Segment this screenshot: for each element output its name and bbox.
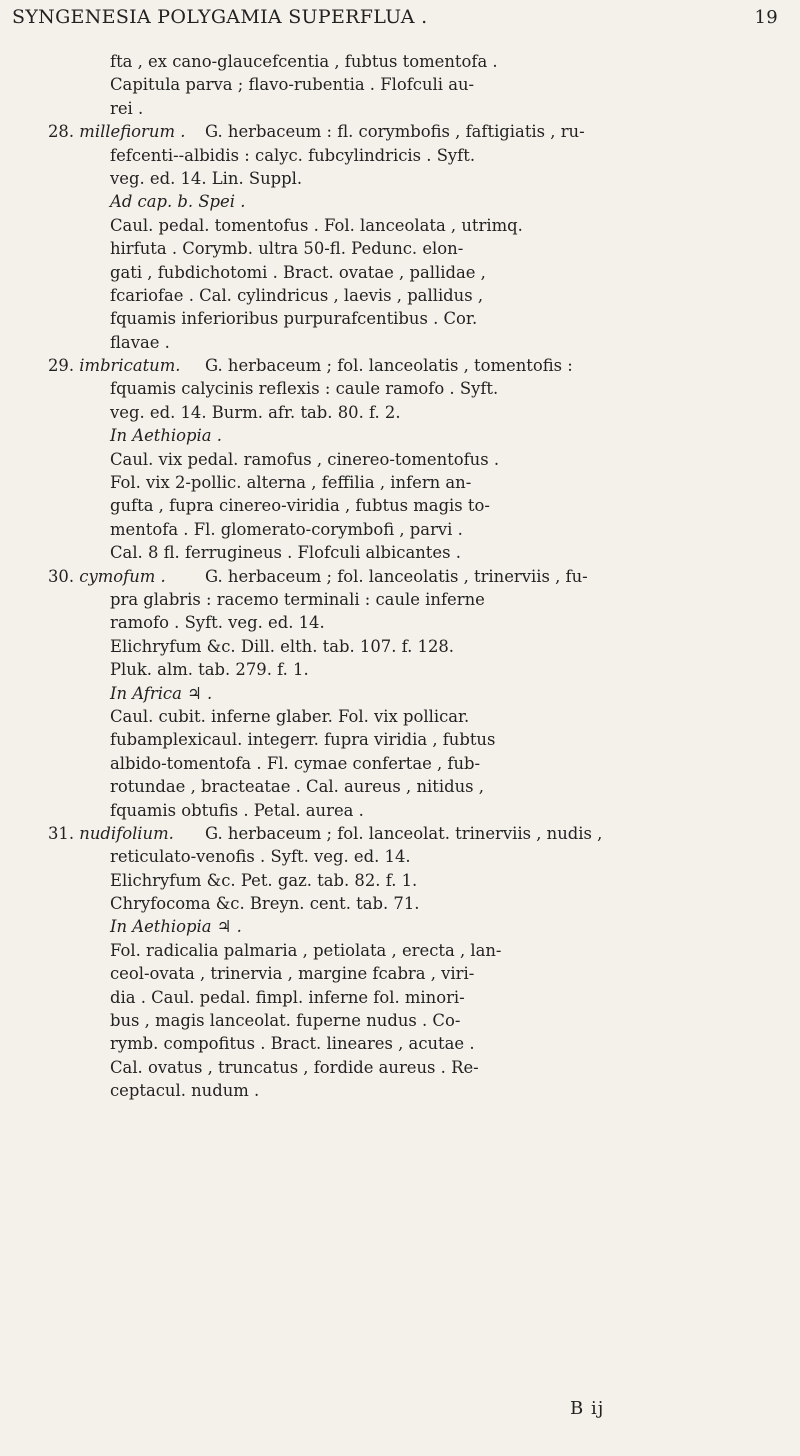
line-text: Capitula parva ; flavo-rubentia . Flofculi au-: [110, 75, 475, 95]
line-text: dia . Caul. pedal. fimpl. inferne fol. minori-: [110, 987, 465, 1007]
text-line: [0, 237, 800, 260]
line-text: G. herbaceum : fl. corymbofis , faftigiatis , ru-: [205, 122, 585, 142]
text-line: [0, 144, 800, 167]
line-text: ceol-ovata , trinervia , margine fcabra , viri-: [110, 964, 475, 984]
text-line: [0, 377, 800, 400]
line-text: Caul. cubit. inferne glaber. Fol. vix pollicar.: [110, 706, 470, 726]
text-line: [0, 1032, 800, 1055]
line-text: fquamis inferioribus purpurafcentibus . Cor.: [110, 309, 478, 329]
text-line: [0, 1079, 800, 1102]
line-text: gufta , fupra cinereo-viridia , fubtus magis to-: [110, 496, 490, 516]
line-text: Pluk. alm. tab. 279. f. 1.: [110, 660, 309, 680]
line-text: fquamis calycinis reflexis : caule ramofo . Syft.: [110, 379, 499, 399]
line-text: flavae .: [110, 332, 170, 352]
line-text: rei .: [110, 98, 144, 118]
line-text: Caul. vix pedal. ramofus , cinereo-tomentofus .: [110, 449, 500, 469]
text-line: [0, 518, 800, 541]
text-line: [0, 728, 800, 751]
text-line: [0, 73, 800, 96]
text-line: [0, 97, 800, 120]
line-text: bus , magis lanceolat. fuperne nudus . Co-: [110, 1011, 461, 1031]
line-text: fquamis obtufis . Petal. aurea .: [110, 800, 364, 820]
text-line: [0, 401, 800, 424]
text-line: [0, 658, 800, 681]
text-line: [0, 915, 800, 938]
line-text: Ad cap. b. Spei .: [110, 192, 246, 212]
entry-label: 31. nudifolium.: [48, 823, 174, 843]
text-line: [0, 869, 800, 892]
line-text: Fol. radicalia palmaria , petiolata , erecta , lan-: [110, 940, 502, 960]
line-text: Cal. 8 fl. ferrugineus . Flofculi albicantes .: [110, 543, 461, 563]
text-line: [0, 799, 800, 822]
text-line: [0, 752, 800, 775]
text-line: [0, 424, 800, 447]
line-text: In Aethiopia .: [110, 426, 222, 446]
text-line: [0, 541, 800, 564]
text-line: [0, 986, 800, 1009]
text-line: [0, 190, 800, 213]
line-text: fefcenti--albidis : calyc. fubcylindricis . Syft.: [110, 145, 476, 165]
line-text: Cal. ovatus , truncatus , fordide aureus . Re-: [110, 1057, 479, 1077]
text-line: [0, 705, 800, 728]
line-text: G. herbaceum ; fol. lanceolat. trinerviis , nudis ,: [205, 823, 603, 843]
text-line: [0, 588, 800, 611]
text-line: [0, 892, 800, 915]
line-text: Fol. vix 2-pollic. alterna , feffilia , infern an-: [110, 473, 472, 493]
line-text: albido-tomentofa . Fl. cymae confertae , fub-: [110, 753, 481, 773]
line-text: Caul. pedal. tomentofus . Fol. lanceolata , utrimq.: [110, 215, 523, 235]
line-text: rotundae , bracteatae . Cal. aureus , nitidus ,: [110, 777, 484, 797]
text-line: [0, 1009, 800, 1032]
text-line: [0, 565, 800, 588]
text-line: [0, 167, 800, 190]
text-line: [0, 471, 800, 494]
line-text: In Aethiopia ♃ .: [110, 917, 242, 937]
text-line: [0, 775, 800, 798]
text-line: [0, 611, 800, 634]
text-line: [0, 494, 800, 517]
text-line: [0, 635, 800, 658]
page-number: 19: [754, 7, 778, 28]
text-line: [0, 214, 800, 237]
entry-label: 30. cymofum .: [48, 566, 166, 586]
page-body: [0, 50, 800, 1103]
text-line: [0, 261, 800, 284]
text-line: [0, 120, 800, 143]
text-line: [0, 331, 800, 354]
line-text: fubamplexicaul. integerr. fupra viridia , fubtus: [110, 730, 496, 750]
line-text: veg. ed. 14. Lin. Suppl.: [110, 168, 303, 188]
line-text: gati , fubdichotomi . Bract. ovatae , pallidae ,: [110, 262, 486, 282]
running-header: [12, 6, 778, 36]
line-text: veg. ed. 14. Burm. afr. tab. 80. f. 2.: [110, 402, 401, 422]
line-text: fcariofae . Cal. cylindricus , laevis , pallidus ,: [110, 285, 484, 305]
line-text: ceptacul. nudum .: [110, 1081, 260, 1101]
line-text: mentofa . Fl. glomerato-corymbofi , parvi .: [110, 519, 463, 539]
line-text: G. herbaceum ; fol. lanceolatis , tomentofis :: [205, 356, 573, 376]
text-line: [0, 962, 800, 985]
text-line: [0, 307, 800, 330]
text-line: [0, 682, 800, 705]
text-line: [0, 822, 800, 845]
text-line: [0, 845, 800, 868]
line-text: hirfuta . Corymb. ultra 50-fl. Pedunc. elon-: [110, 239, 464, 259]
line-text: fta , ex cano-glaucefcentia , fubtus tomentofa .: [110, 52, 498, 71]
line-text: ramofo . Syft. veg. ed. 14.: [110, 613, 325, 633]
line-text: G. herbaceum ; fol. lanceolatis , trinerviis , fu-: [205, 566, 588, 586]
line-text: Chryfocoma &c. Breyn. cent. tab. 71.: [110, 894, 420, 914]
line-text: reticulato-venofis . Syft. veg. ed. 14.: [110, 847, 411, 867]
running-title: SYNGENESIA POLYGAMIA SUPERFLUA .: [12, 6, 428, 28]
line-text: pra glabris : racemo terminali : caule inferne: [110, 589, 485, 609]
line-text: Elichryfum &c. Pet. gaz. tab. 82. f. 1.: [110, 870, 418, 890]
entry-label: 28. millefiorum .: [48, 122, 186, 142]
signature-mark: B ij: [570, 1398, 605, 1419]
text-line: [0, 1056, 800, 1079]
line-text: rymb. compofitus . Bract. lineares , acutae .: [110, 1034, 475, 1054]
text-line: [0, 284, 800, 307]
text-line: [0, 939, 800, 962]
text-line: [0, 448, 800, 471]
text-line: [0, 354, 800, 377]
line-text: In Africa ♃ .: [110, 683, 213, 703]
line-text: Elichryfum &c. Dill. elth. tab. 107. f. 128.: [110, 636, 455, 656]
entry-label: 29. imbricatum.: [48, 356, 181, 376]
text-line: [0, 50, 800, 73]
